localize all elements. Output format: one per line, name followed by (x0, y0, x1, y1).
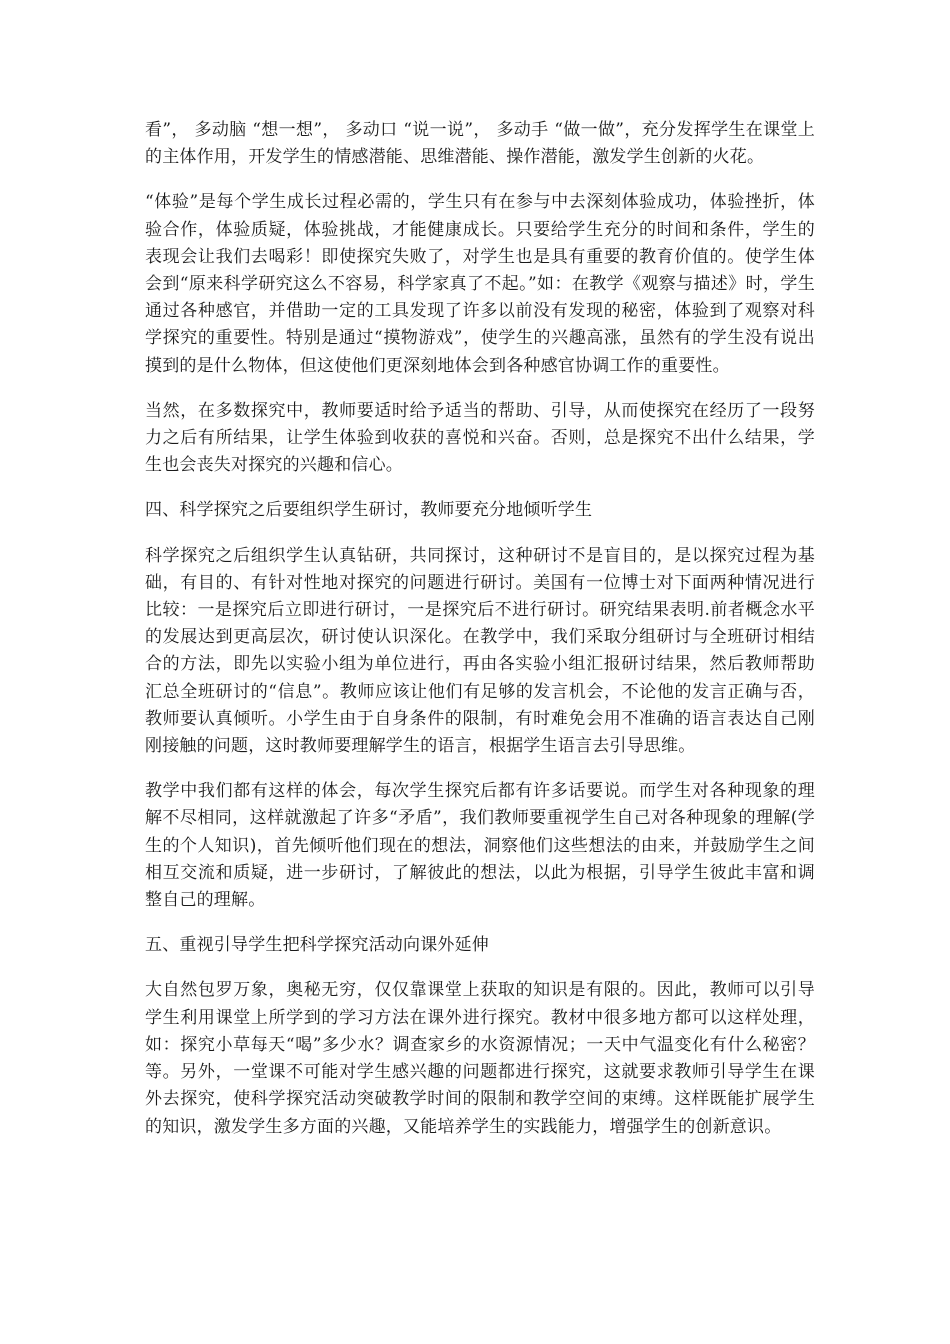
paragraph-extension: 大自然包罗万象，奥秘无穷，仅仅靠课堂上获取的知识是有限的。因此，教师可以引导学生利用课堂上所学到的学习方法在课外进行探究。教材中很多地方都可以这样处理，如：探究小草每天“喝”多少水？调查家乡的水资源情况；一天中气温变化有什么秘密？等。另外，一堂课不可能对学生感兴趣的问题都进行探究，这就要求教师引导学生在课外去探究，使科学探究活动突破教学时间的限制和教学空间的束缚。这样既能扩展学生的知识，激发学生多方面的兴趣，又能培养学生的实践能力，增强学生的创新意识。 (145, 980, 815, 1137)
paragraph-experience: “体验”是每个学生成长过程必需的，学生只有在参与中去深刻体验成功，体验挫折，体验合作，体验质疑，体验挑战，才能健康成长。只要给学生充分的时间和条件，学生的表现会让我们去喝彩！即使探究失败了，对学生也是具有重要的教育价值的。使学生体会到“原来科学研究这么不容易，科学家真了不起。”如：在教学《观察与描述》时，学生通过各种感官，并借助一定的工具发现了许多以前没有发现的秘密，体验到了观察对科学探究的重要性。特别是通过“摸物游戏”，使学生的兴趣高涨，虽然有的学生没有说出摸到的是什么物体，但这使他们更深刻地体会到各种感官协调工作的重要性。 (145, 192, 815, 376)
paragraph-discussion: 科学探究之后组织学生认真钻研，共同探讨，这种研讨不是盲目的，是以探究过程为基础，有目的、有针对性地对探究的问题进行研讨。美国有一位博士对下面两种情况进行比较：一是探究后立即进行研讨，一是探究后不进行研讨。研究结果表明.前者概念水平的发展达到更高层次，研讨使认识深化。在教学中，我们采取分组研讨与全班研讨相结合的方法，即先以实验小组为单位进行，再由各实验小组汇报研讨结果，然后教师帮助汇总全班研讨的“信息”。教师应该让他们有足够的发言机会，不论他的发言正确与否，教师要认真倾听。小学生由于自身条件的限制，有时难免会用不准确的语言表达自己刚刚接触的问题，这时教师要理解学生的语言，根据学生语言去引导思维。 (145, 545, 815, 757)
paragraph-guidance: 当然，在多数探究中，教师要适时给予适当的帮助、引导，从而使探究在经历了一段努力之后有所结果，让学生体验到收获的喜悦和兴奋。否则，总是探究不出什么结果，学生也会丧失对探究的兴趣和信心。 (145, 400, 815, 476)
section-heading-four: 四、科学探究之后要组织学生研讨，教师要充分地倾听学生 (145, 500, 593, 521)
paragraph-listening: 教学中我们都有这样的体会，每次学生探究后都有许多话要说。而学生对各种现象的理解不尽相同，这样就激起了许多“矛盾”，我们教师要重视学生自己对各种现象的理解(学生的个人知识)，首先倾听他们现在的想法，洞察他们这些想法的由来，并鼓励学生之间相互交流和质疑，进一步研讨，了解彼此的想法，以此为根据，引导学生彼此丰富和调整自己的理解。 (145, 781, 815, 911)
document-body (145, 117, 815, 1159)
section-heading-five: 五、重视引导学生把科学探究活动向课外延伸 (145, 935, 489, 956)
paragraph-continuation: 看”， 多动脑 “想一想”， 多动口 “说一说”， 多动手 “做一做”，充分发挥学生在课堂上的主体作用，开发学生的情感潜能、思维潜能、操作潜能，激发学生创新的火花。 (145, 120, 815, 168)
